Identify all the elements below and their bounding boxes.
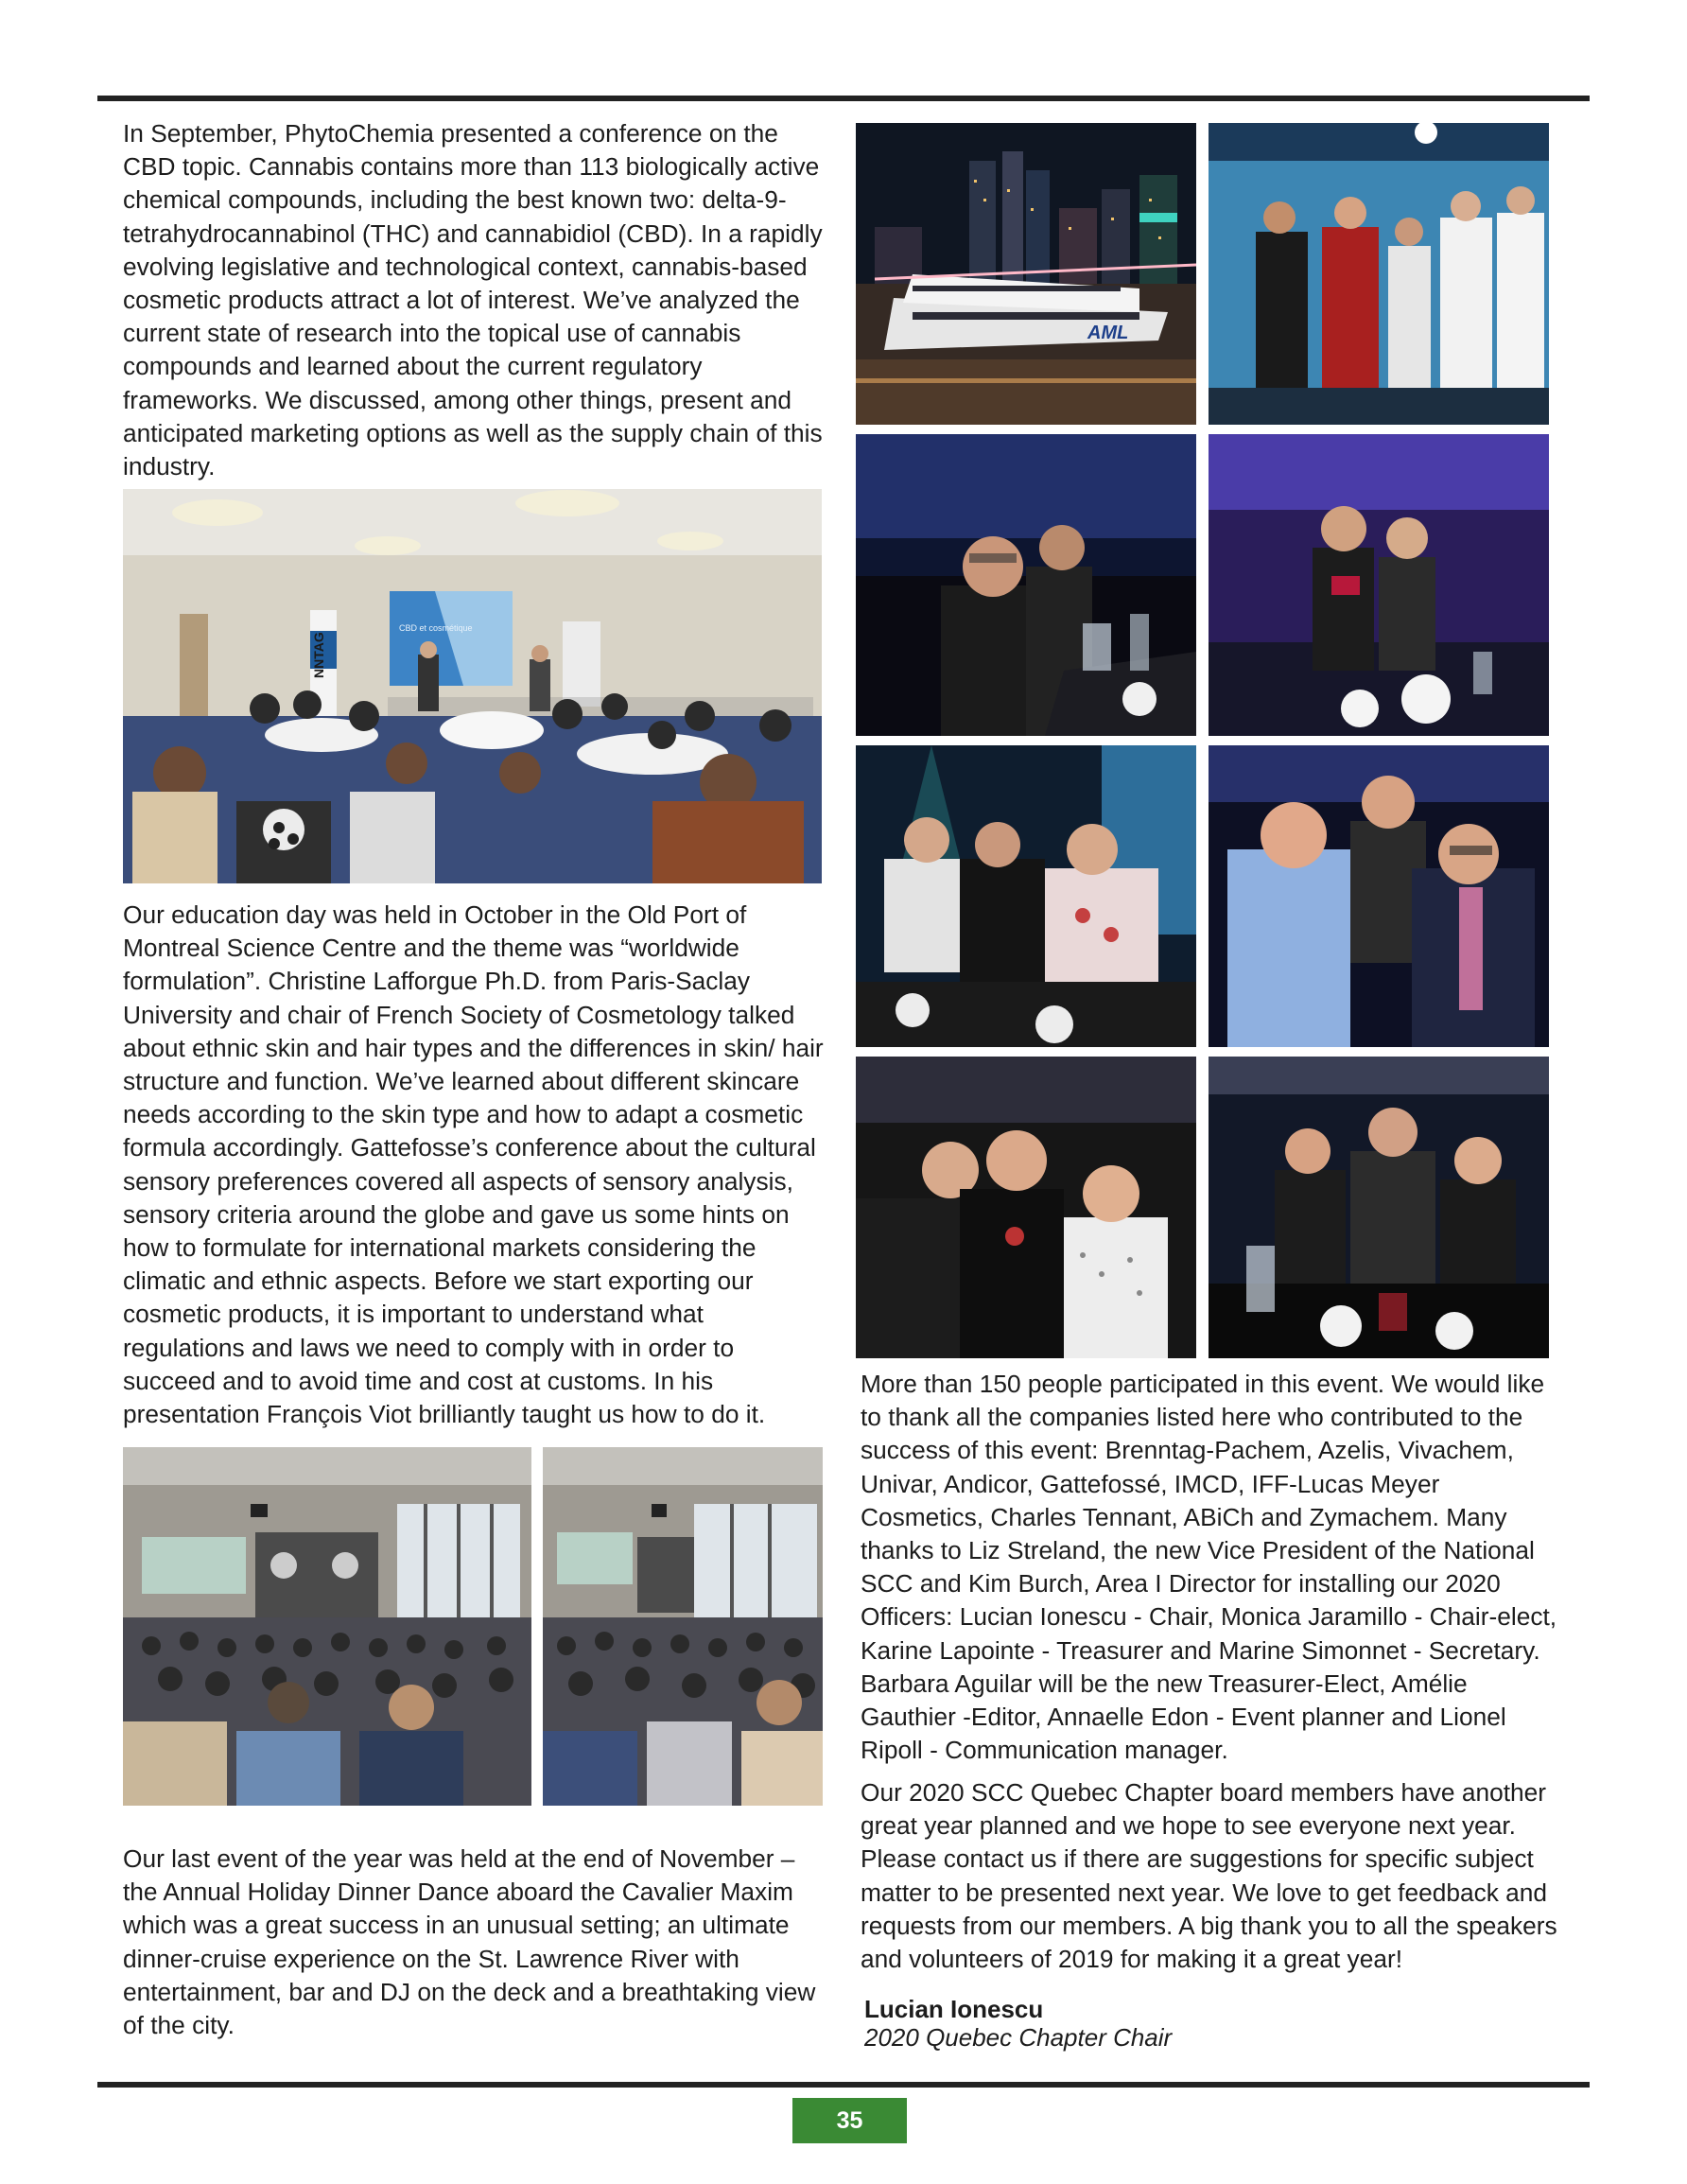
signature-name: Lucian Ionescu [864,1995,1044,2023]
paragraph-participants: More than 150 people participated in this event. We would like to thank all the companies listed here who contributed to the success of this event: Brenntag-Pachem, Azelis, Vivachem, Univar, Andicor, Gattefossé, IMCD, IFF-Lucas Meyer Cosmetics, Charles Tennant, ABiCh and Zymachem. Many thanks to Liz Streland, the new Vice President of the National SCC and Kim Burch, Area I Director for installing our 2020 Officers: Lucian Ionescu - Chair, Monica Jaramillo - Chair-elect, Karine Lapointe - Treasurer and Marine Simonnet - Secretary. Barbara Aguilar will be the new Treasurer-Elect, Amélie Gauthier -Editor, Annaelle Edon - Event planner and Lionel Ripoll - Communication manager. [861,1370,1557,1765]
photo-table-guests [1209,1057,1549,1358]
photo-singers [1209,123,1549,425]
paragraph-education-day: Our education day was held in October in the Old Port of Montreal Science Centre and the theme was “worldwide formulation”. Christine Lafforgue Ph.D. from Paris-Saclay University and chair of French Society of Cosmetology talked about ethnic skin and hair types and the differences in skin/ hair structure and function. We’ve learned about different skincare needs according to the skin type and how to adapt a cosmetic formula accordingly. Gattefosse’s conference about the cultural sensory preferences covered all aspects of sensory analysis, sensory criteria around the globe and gave us some hints on how to formulate for international markets considering the climatic and ethnic aspects. Before we start exporting our cosmetic products, it is important to understand what regulations and laws we need to comply with in order to succeed and to avoid time and cost at customs. In his presentation François Viot brilliantly taught us how to do it. [123,900,824,1429]
banner-text: NNTAG [311,632,326,678]
bottom-rule [97,2082,1590,2088]
photo-education-day-right [543,1447,823,1806]
slide-text: CBD et cosmétique [399,623,473,633]
top-rule [97,96,1590,101]
paragraph-board-members: Our 2020 SCC Quebec Chapter board members have another great year planned and we hope to see everyone next year. Please contact us if there are suggestions for specific subject matter to be presented next year. We love to get feedback and requests from our members. A big thank you to all the speakers and volunteers of 2019 for making it a great year! [861,1778,1557,1974]
paragraph-cbd-conference: In September, PhytoChemia presented a conference on the CBD topic. Cannabis contains more than 113 biologically active chemical compounds, including the best known two: delta-9-tetrahydrocannabinol (THC) and cannabidiol (CBD). In a rapidly evolving legislative and technological context, cannabis-based cosmetic products attract a lot of interest. We’ve analyzed the current state of research into the topical use of cannabis compounds and learned about the current regulatory frameworks. We discussed, among other things, present and anticipated marketing options as well as the supply chain of this industry. [123,119,823,481]
photo-women-group [856,1057,1196,1358]
photo-three-men [1209,745,1549,1047]
photo-cbd-conference [123,489,822,883]
photo-cruise-boat [856,123,1196,425]
page-number-badge [792,2098,907,2143]
signature-title: 2020 Quebec Chapter Chair [864,2023,1173,2052]
photo-three-women [856,745,1196,1047]
boat-logo-text: AML [1087,323,1129,343]
photo-dinner-women [1209,434,1549,736]
photo-dinner-men [856,434,1196,736]
paragraph-holiday-dinner: Our last event of the year was held at the end of November – the Annual Holiday Dinner Dance aboard the Cavalier Maxim which was a great success in an unusual setting; an ultimate dinner-cruise experience on the St. Lawrence River with entertainment, bar and DJ on the deck and a breathtaking view of the city. [123,1844,816,2040]
page-number: 35 [836,2106,863,2134]
photo-education-day-left [123,1447,531,1806]
